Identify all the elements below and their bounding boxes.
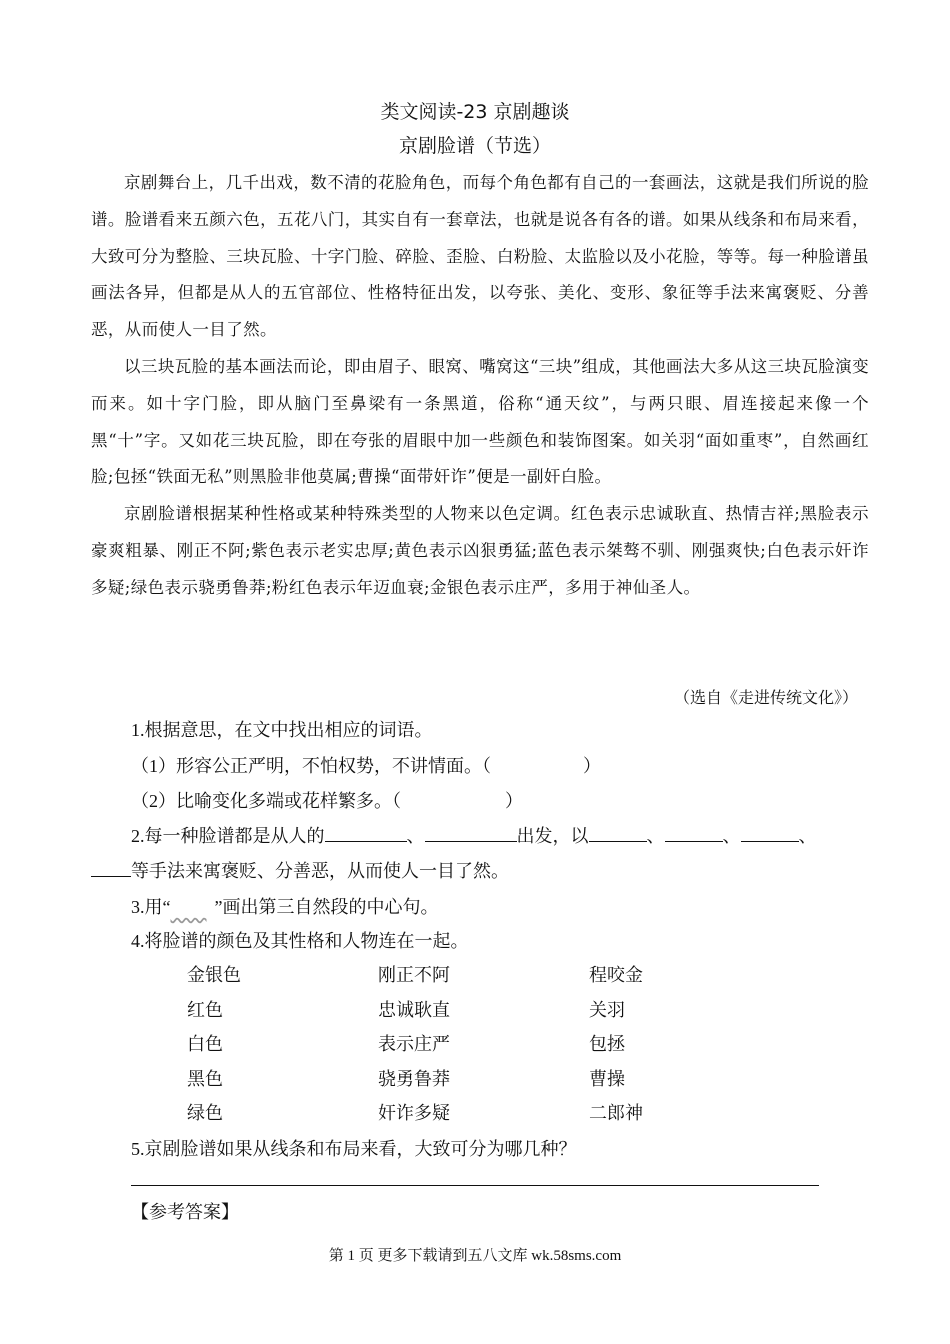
answer-blank[interactable] xyxy=(589,823,647,842)
question-1-sub2-close: ） xyxy=(505,791,523,811)
question-2-sep: 、 xyxy=(722,826,741,846)
question-1-sub2-text: （2）比喻变化多端或花样繁多。（ xyxy=(131,791,401,811)
article-body xyxy=(91,165,869,607)
answer-blank[interactable] xyxy=(425,823,517,842)
question-2-line1 xyxy=(131,822,817,848)
question-1-sub2 xyxy=(131,787,523,813)
trait-item[interactable]: 忠诚耿直 xyxy=(378,999,450,1020)
question-1-sub1-close: ） xyxy=(583,756,601,776)
question-3 xyxy=(131,893,439,919)
trait-item[interactable]: 奸诈多疑 xyxy=(378,1103,450,1123)
answer-line[interactable] xyxy=(131,1185,819,1186)
article-paragraph: 京剧舞台上，几千出戏，数不清的花脸角色，而每个角色都有自己的一套画法，这就是我们所说的脸谱。脸谱看来五颜六色，五花八门，其实自有一套章法，也就是说各有各的谱。如果从线条和布局来看，大致可分为整脸、三块瓦脸、十字门脸、碎脸、歪脸、白粉脸、太监脸以及小花脸，等等。每一种脸谱虽画法各异，但都是从人的五官部位、性格特征出发，以夸张、美化、变形、象征等手法来寓褒贬、分善恶，从而使人一目了然。 xyxy=(91,173,869,340)
color-item[interactable]: 绿色 xyxy=(187,1103,223,1123)
question-2-part-a: 2.每一种脸谱都是从人的 xyxy=(131,826,325,846)
question-1-sub1-text: （1）形容公正严明，不怕权势，不讲情面。（ xyxy=(131,756,491,776)
answer-blank[interactable] xyxy=(741,823,799,842)
answer-blank[interactable] xyxy=(91,858,131,877)
question-1-stem: 1.根据意思，在文中找出相应的词语。 xyxy=(131,720,433,740)
answer-blank[interactable] xyxy=(325,823,407,842)
question-2-sep: 、 xyxy=(646,826,665,846)
character-item[interactable]: 曹操 xyxy=(589,1068,625,1089)
question-2-sep: 、 xyxy=(798,826,817,846)
question-3-prefix: 3.用“ xyxy=(131,897,171,917)
question-4-stem: 4.将脸谱的颜色及其性格和人物连在一起。 xyxy=(131,931,469,951)
article-title: 京剧脸谱（节选） xyxy=(398,135,551,157)
color-item[interactable]: 金银色 xyxy=(187,965,241,985)
article-paragraph: 京剧脸谱根据某种性格或某种特殊类型的人物来以色定调。红色表示忠诚耿直、热情吉祥;黑脸表示豪爽粗暴、刚正不阿;紫色表示老实忠厚;黄色表示凶狠勇猛;蓝色表示桀骜不驯、刚强爽快;白色表示奸诈多疑;绿色表示骁勇鲁莽;粉红色表示年迈血衰;金银色表示庄严，多用于神仙圣人。 xyxy=(91,504,869,597)
character-item[interactable]: 包拯 xyxy=(589,1034,625,1054)
character-item[interactable]: 程咬金 xyxy=(589,965,643,985)
character-item[interactable]: 二郎神 xyxy=(589,1103,643,1123)
color-item[interactable]: 红色 xyxy=(187,999,223,1020)
question-1-sub1 xyxy=(131,752,601,778)
color-item[interactable]: 黑色 xyxy=(187,1068,223,1089)
article-source: （选自《走进传统文化》） xyxy=(673,688,858,707)
page-title: 类文阅读-23 京剧趣谈 xyxy=(380,101,570,123)
answer-blank[interactable] xyxy=(665,823,723,842)
question-5-stem: 5.京剧脸谱如果从线条和布局来看，大致可分为哪几种？ xyxy=(131,1139,577,1159)
color-column xyxy=(187,961,241,1134)
page-footer: 第 1 页 更多下载请到五八文库 wk.58sms.com xyxy=(328,1248,622,1264)
question-2-part-b: 出发，以 xyxy=(516,826,589,846)
question-2-line2 xyxy=(91,857,509,883)
trait-item[interactable]: 刚正不阿 xyxy=(378,965,450,985)
character-column xyxy=(589,961,643,1134)
character-item[interactable]: 关羽 xyxy=(589,999,625,1020)
question-2-part-c: 等手法来寓褒贬、分善恶，从而使人一目了然。 xyxy=(131,861,509,881)
trait-item[interactable]: 骁勇鲁莽 xyxy=(378,1068,450,1089)
trait-item[interactable]: 表示庄严 xyxy=(378,1034,450,1054)
color-item[interactable]: 白色 xyxy=(187,1034,223,1054)
wavy-underline-mark xyxy=(171,897,215,918)
answer-heading: 【参考答案】 xyxy=(131,1202,239,1222)
question-2-sep: 、 xyxy=(406,826,425,846)
trait-column xyxy=(378,961,450,1134)
article-paragraph: 以三块瓦脸的基本画法而论，即由眉子、眼窝、嘴窝这“三块”组成，其他画法大多从这三块瓦脸演变而来。如十字门脸，即从脑门至鼻梁有一条黑道，俗称“通天纹”，与两只眼、眉连接起来像一个黑“十”字。又如花三块瓦脸，即在夸张的眉眼中加一些颜色和装饰图案。如关羽“面如重枣”，自然画红脸;包拯“铁面无私”则黑脸非他莫属;曹操“面带奸诈”便是一副奸白脸。 xyxy=(91,356,869,487)
question-3-suffix: ”画出第三自然段的中心句。 xyxy=(214,897,439,917)
